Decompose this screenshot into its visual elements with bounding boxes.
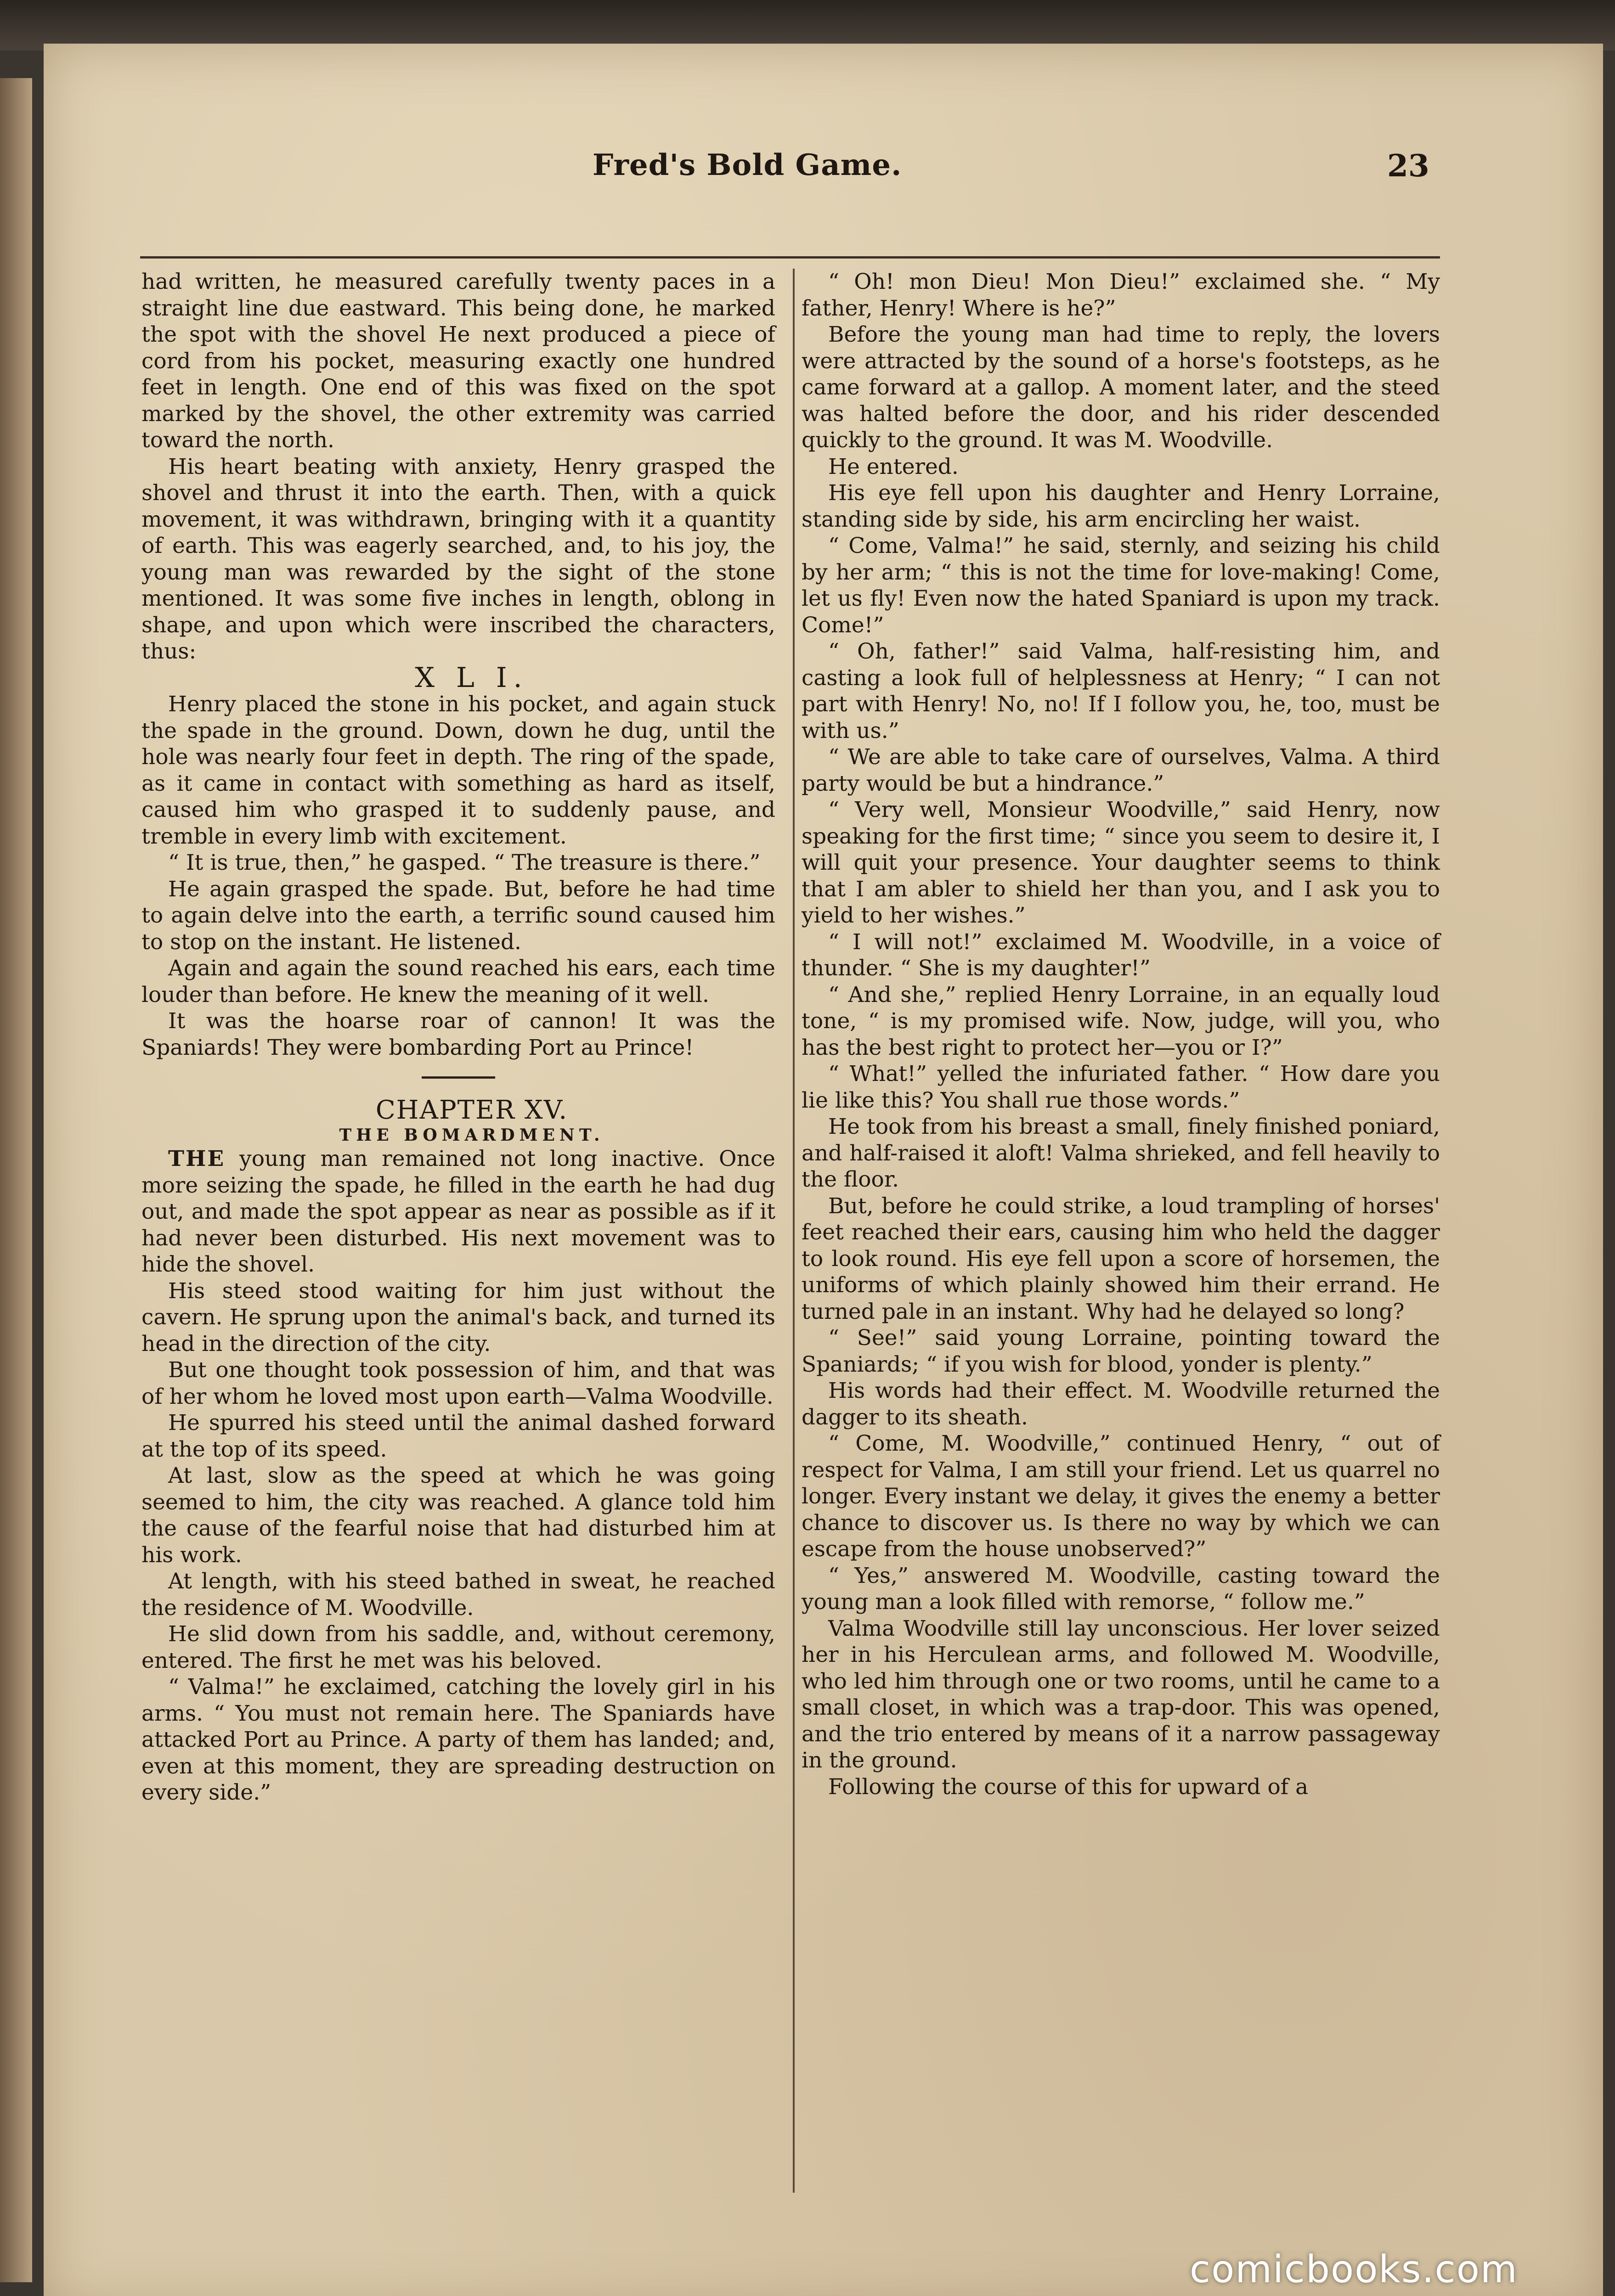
paragraph: He took from his breast a small, finely finished poniard, and half-raised it aloft! Valma shrieked, and fell heavily to the floor.: [802, 1114, 1440, 1192]
chapter-title: CHAPTER XV.: [375, 1095, 568, 1125]
header-rule: [140, 256, 1440, 259]
paragraph: Again and again the sound reached his ears, each time louder than before. He knew the meaning of it well.: [141, 956, 775, 1007]
paragraph: He slid down from his saddle, and, without ceremony, entered. The first he met was his beloved.: [141, 1621, 775, 1673]
paragraph: “ Yes,” answered M. Woodville, casting toward the young man a look filled with remorse, “ follow me.”: [802, 1563, 1440, 1615]
paragraph: “ See!” said young Lorraine, pointing toward the Spaniards; “ if you wish for blood, yonder is plenty.”: [802, 1325, 1440, 1377]
paragraph: [141, 1146, 775, 1278]
opening-word: THE: [168, 1146, 226, 1171]
chapter-subtitle: THE BOMARDMENT.: [339, 1125, 604, 1145]
paragraph: “ It is true, then,” he gasped. “ The treasure is there.”: [168, 850, 761, 875]
paragraph: His words had their effect. M. Woodville returned the dagger to its sheath.: [802, 1378, 1440, 1430]
paragraph: He spurred his steed until the animal dashed forward at the top of its speed.: [141, 1410, 775, 1462]
paragraph: He entered.: [828, 454, 959, 479]
page-number: 23: [1387, 148, 1429, 184]
paragraph: His heart beating with anxiety, Henry grasped the shovel and thrust it into the earth. Then, with a quick movement, it was withdrawn, bringing with it a quantity of earth. This was eagerly searched, and, to his joy, the young man was rewarded by the sight of the stone mentioned. It was some five inches in length, oblong in shape, and upon which were inscribed the characters, thus:: [141, 454, 775, 664]
paragraph: “ And she,” replied Henry Lorraine, in an equally loud tone, “ is my promised wife. Now, judge, will you, who has the best right to protect her—you or I?”: [802, 982, 1440, 1060]
background-top-shadow: [0, 0, 1615, 51]
paragraph: His eye fell upon his daughter and Henry Lorraine, standing side by side, his arm encircling her waist.: [802, 480, 1440, 532]
paragraph: “ Oh, father!” said Valma, half-resisting him, and casting a look full of helplessness at Henry; “ I can not part with Henry! No, no! If I follow you, he, too, must be with us.”: [802, 639, 1440, 743]
paragraph: Following the course of this for upward of a: [828, 1774, 1309, 1800]
paragraph: Before the young man had time to reply, the lovers were attracted by the sound of a horse's footsteps, as he came forward at a gallop. A moment later, and the steed was halted before the door, and his rider descended quickly to the ground. It was M. Woodville.: [802, 322, 1440, 453]
section-rule: [422, 1076, 495, 1079]
paragraph: “ Very well, Monsieur Woodville,” said Henry, now speaking for the first time; “ since you seem to desire it, I will quit your presence. Your daughter seems to think that I am abler to shield her than you, and I ask you to yield to her wishes.”: [802, 797, 1440, 928]
running-title: Fred's Bold Game.: [593, 148, 902, 182]
paragraph: “ I will not!” exclaimed M. Woodville, in a voice of thunder. “ She is my daughter!”: [802, 929, 1440, 981]
paragraph: He again grasped the spade. But, before he had time to again delve into the earth, a terrific sound caused him to stop on the instant. He listened.: [141, 876, 775, 955]
paragraph: It was the hoarse roar of cannon! It was the Spaniards! They were bombarding Port au Prince!: [141, 1008, 775, 1060]
left-column: [141, 269, 775, 1806]
paragraph: “ Come, M. Woodville,” continued Henry, “ out of respect for Valma, I am still your friend. Let us quarrel no longer. Every instant we delay, it gives the enemy a better chance to discover us. Is there no way by which we can escape from the house unobserved?”: [802, 1431, 1440, 1562]
paragraph: “ Oh! mon Dieu! Mon Dieu!” exclaimed she. “ My father, Henry! Where is he?”: [802, 269, 1440, 321]
paragraph: “ Valma!” he exclaimed, catching the lovely girl in his arms. “ You must not remain here. The Spaniards have attacked Port au Prince. A party of them has landed; and, even at this moment, they are spreading destruction on every side.”: [141, 1674, 775, 1805]
paragraph: Henry placed the stone in his pocket, and again stuck the spade in the ground. Down, down he dug, until the hole was nearly four feet in depth. The ring of the spade, as it came in contact with something as hard as itself, caused him who grasped it to suddenly pause, and tremble in every limb with excitement.: [141, 692, 775, 849]
right-column: [802, 269, 1440, 1800]
paragraph-text: young man remained not long inactive. Once more seizing the spade, he filled in the earth he had dug out, and made the spot appear as near as possible as if it had never been disturbed. His next movement was to hide the shovel.: [141, 1146, 775, 1277]
paragraph: At length, with his steed bathed in sweat, he reached the residence of M. Woodville.: [141, 1569, 775, 1621]
stone-inscription: X L I.: [415, 661, 529, 694]
column-divider: [793, 269, 795, 2193]
paragraph: Valma Woodville still lay unconscious. Her lover seized her in his Herculean arms, and followed M. Woodville, who led him through one or two rooms, until he came to a small closet, in which was a trap-door. This was opened, and the trio entered by means of it a narrow passageway in the ground.: [802, 1615, 1440, 1773]
paragraph: His steed stood waiting for him just without the cavern. He sprung upon the animal's back, and turned its head in the direction of the city.: [141, 1278, 775, 1356]
paragraph: “ We are able to take care of ourselves, Valma. A third party would be but a hindrance.”: [802, 744, 1440, 796]
paragraph: At last, slow as the speed at which he was going seemed to him, the city was reached. A glance told him the cause of the fearful noise that had disturbed him at his work.: [141, 1463, 775, 1568]
paragraph: “ What!” yelled the infuriated father. “ How dare you lie like this? You shall rue those words.”: [802, 1061, 1440, 1113]
facing-page-edge: [0, 78, 32, 2282]
site-watermark: comicbooks.com: [1190, 2248, 1518, 2291]
paragraph: But one thought took possession of him, and that was of her whom he loved most upon earth—Valma Woodville.: [141, 1357, 775, 1409]
paragraph: “ Come, Valma!” he said, sternly, and seizing his child by her arm; “ this is not the time for love-making! Come, let us fly! Even now the hated Spaniard is upon my track. Come!”: [802, 533, 1440, 638]
paragraph: had written, he measured carefully twenty paces in a straight line due eastward. This being done, he marked the spot with the shovel He next produced a piece of cord from his pocket, measuring exactly one hundred feet in length. One end of this was fixed on the spot marked by the shovel, the other extremity was carried toward the north.: [141, 269, 775, 453]
paragraph: But, before he could strike, a loud trampling of horses' feet reached their ears, causing him who held the dagger to look round. His eye fell upon a score of horsemen, the uniforms of which plainly showed him their errand. He turned pale in an instant. Why had he delayed so long?: [802, 1193, 1440, 1324]
